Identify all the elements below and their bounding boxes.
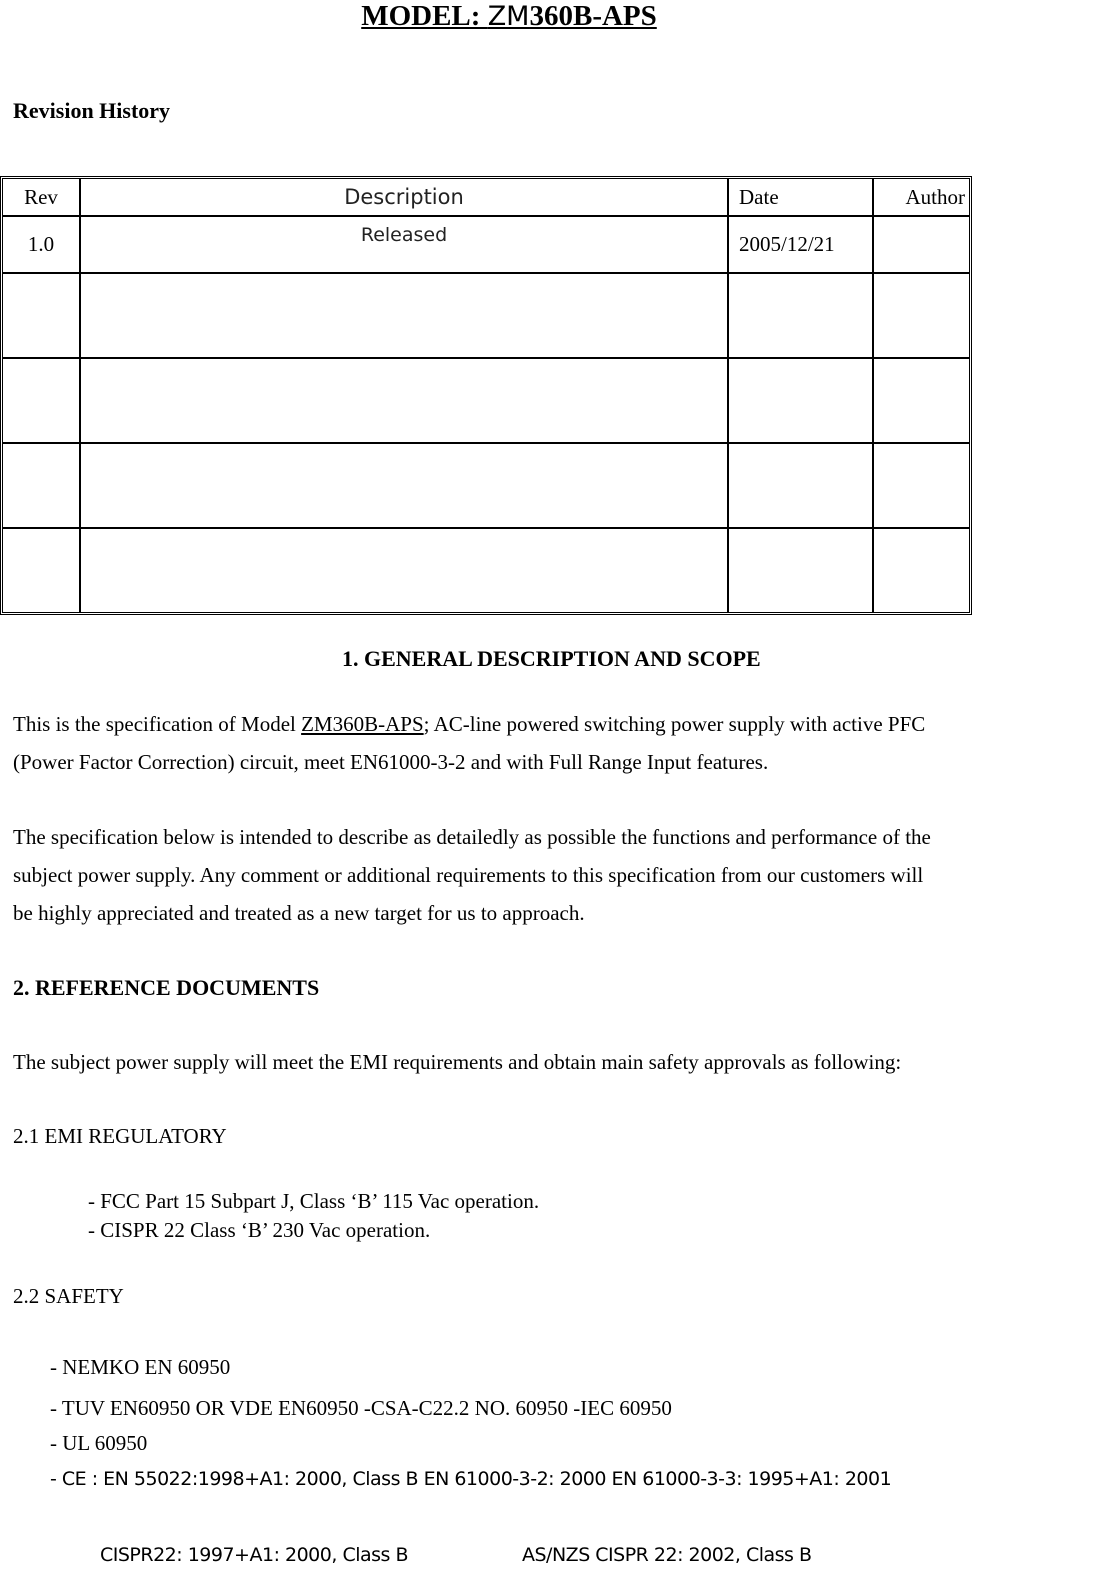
table-header-row [3,179,969,217]
description-cell [81,217,729,274]
safety-item: - TUV EN60950 OR VDE EN60950 -CSA-C22.2 NO. 60950 -IEC 60950 [50,1396,672,1420]
section2-heading: 2. REFERENCE DOCUMENTS [13,975,320,1000]
date-cell: 2005/12/21 [729,217,874,274]
revision-table [0,176,972,615]
col-rev-header: Rev [3,179,81,217]
table-row [3,444,969,529]
paragraph-line: The specification below is intended to describe as detailedly as possible the functions and performance of the [13,825,931,849]
col-author-header: Author [874,179,969,217]
table-row [3,359,969,444]
section1-paragraph-1 [13,705,1103,781]
cispr-line-a: CISPR22: 1997+A1: 2000, Class B [100,1544,409,1566]
section2-intro: The subject power supply will meet the EMI requirements and obtain main safety approvals as following: [13,1050,902,1074]
col-date-header: Date [729,179,874,217]
table-row [3,274,969,359]
col-description-header: Description [81,179,729,217]
paragraph-line: (Power Factor Correction) circuit, meet EN61000-3-2 and with Full Range Input features. [13,750,769,774]
cispr-line-b: AS/NZS CISPR 22: 2002, Class B [522,1544,812,1566]
table-row [3,217,969,274]
emi-heading: 2.1 EMI REGULATORY [13,1124,227,1148]
ce-line: - CE : EN 55022:1998+A1: 2000, Class B EN 61000-3-2: 2000 EN 61000-3-3: 1995+A1: 2001 [50,1468,892,1490]
model-suffix: 360B-APS [529,0,657,32]
emi-item: - FCC Part 15 Subpart J, Class ‘B’ 115 Vac operation. [88,1189,540,1213]
safety-item: - UL 60950 [50,1431,148,1455]
paragraph-line: be highly appreciated and treated as a new target for us to approach. [13,901,585,925]
section1-heading: 1. GENERAL DESCRIPTION AND SCOPE [342,646,761,671]
model-link: ZM360B-APS [301,712,424,736]
author-cell [874,217,969,274]
rev-cell: 1.0 [3,217,81,274]
document-title [0,0,1018,33]
model-prefix: MODEL: [361,0,488,32]
description-text: Released [360,224,448,246]
paragraph-line: subject power supply. Any comment or additional requirements to this specification from our customers will [13,863,924,887]
paragraph-line: This is the specification of Model ZM360B-APS; AC-line powered switching power supply with active PFC [13,712,926,736]
model-zm: ZM [487,1,530,32]
table-row [3,529,969,612]
safety-item: - NEMKO EN 60950 [50,1355,231,1379]
revision-history-heading: Revision History [13,98,171,123]
section1-paragraph-2 [13,818,1103,932]
safety-heading: 2.2 SAFETY [13,1284,124,1308]
emi-item: - CISPR 22 Class ‘B’ 230 Vac operation. [88,1218,431,1242]
